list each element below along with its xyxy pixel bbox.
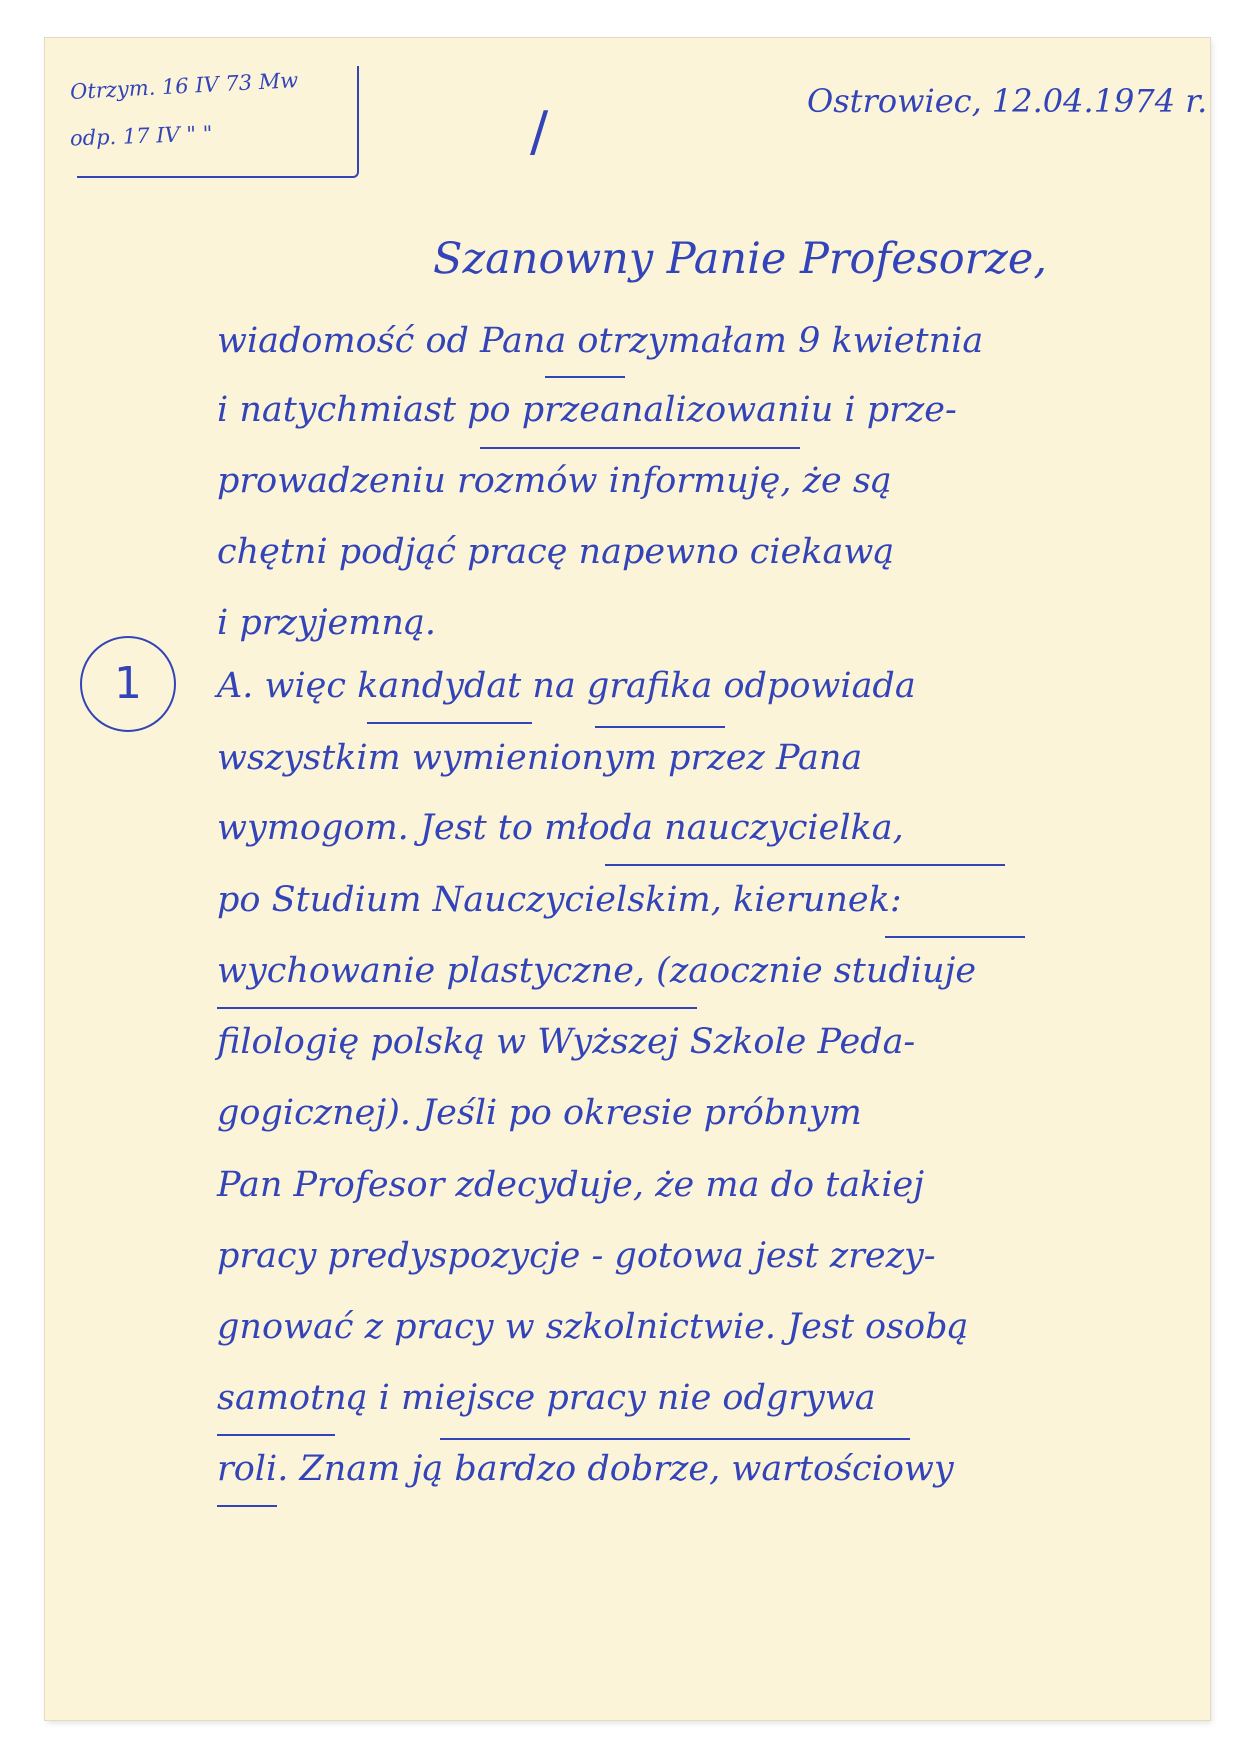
- letter-line: Pan Profesor zdecyduje, że ma do takiej: [217, 1165, 925, 1205]
- underline-miejsce-pracy: [440, 1438, 910, 1440]
- letter-line: filologię polską w Wyższej Szkole Peda-: [217, 1022, 916, 1062]
- letter-line: wiadomość od Pana otrzymałam 9 kwietnia: [217, 321, 984, 361]
- page-marker: /: [530, 100, 549, 163]
- underline-kandydat: [367, 722, 532, 724]
- salutation: Szanowny Panie Profesorze,: [433, 234, 1048, 284]
- letter-line: roli. Znam ją bardzo dobrze, wartościowy: [217, 1449, 954, 1489]
- letter-line: i przyjemną.: [217, 603, 436, 643]
- underline-przeanalizowaniu: [480, 447, 800, 449]
- underline-wychowanie-plastyczne: [217, 1007, 697, 1009]
- letter-line: wymogom. Jest to młoda nauczycielka,: [217, 808, 904, 848]
- letter-page: [45, 38, 1210, 1720]
- letter-line: gnować z pracy w szkolnictwie. Jest osobą: [217, 1307, 969, 1347]
- letter-line: prowadzeniu rozmów informuję, że są: [217, 461, 892, 501]
- letter-line: samotną i miejsce pracy nie odgrywa: [217, 1378, 876, 1418]
- replied-note: odp. 17 IV " ": [69, 121, 213, 151]
- letter-date: Ostrowiec, 12.04.1974 r.: [807, 82, 1208, 120]
- letter-line: pracy predyspozycje - gotowa jest zrezy-: [217, 1236, 936, 1276]
- letter-line: chętni podjąć pracę napewno ciekawą: [217, 532, 895, 572]
- underline-samotna: [217, 1434, 335, 1436]
- letter-line: wychowanie plastyczne, (zaocznie studiuje: [217, 951, 977, 991]
- underline-pana: [545, 376, 625, 378]
- underline-kierunek: [885, 936, 1025, 938]
- letter-line: i natychmiast po przeanalizowaniu i prze-: [217, 390, 957, 430]
- letter-line: gogicznej). Jeśli po okresie próbnym: [217, 1093, 862, 1133]
- letter-line: wszystkim wymienionym przez Pana: [217, 738, 863, 778]
- received-note: Otrzym. 16 IV 73 Mw: [69, 68, 299, 104]
- letter-line: A. więc kandydat na grafika odpowiada: [217, 666, 916, 706]
- letter-line: po Studium Nauczycielskim, kierunek:: [217, 880, 902, 920]
- underline-roli: [217, 1505, 277, 1507]
- underline-mloda-nauczycielka: [605, 864, 1005, 866]
- underline-grafika: [595, 726, 725, 728]
- circled-number: 1: [80, 636, 176, 732]
